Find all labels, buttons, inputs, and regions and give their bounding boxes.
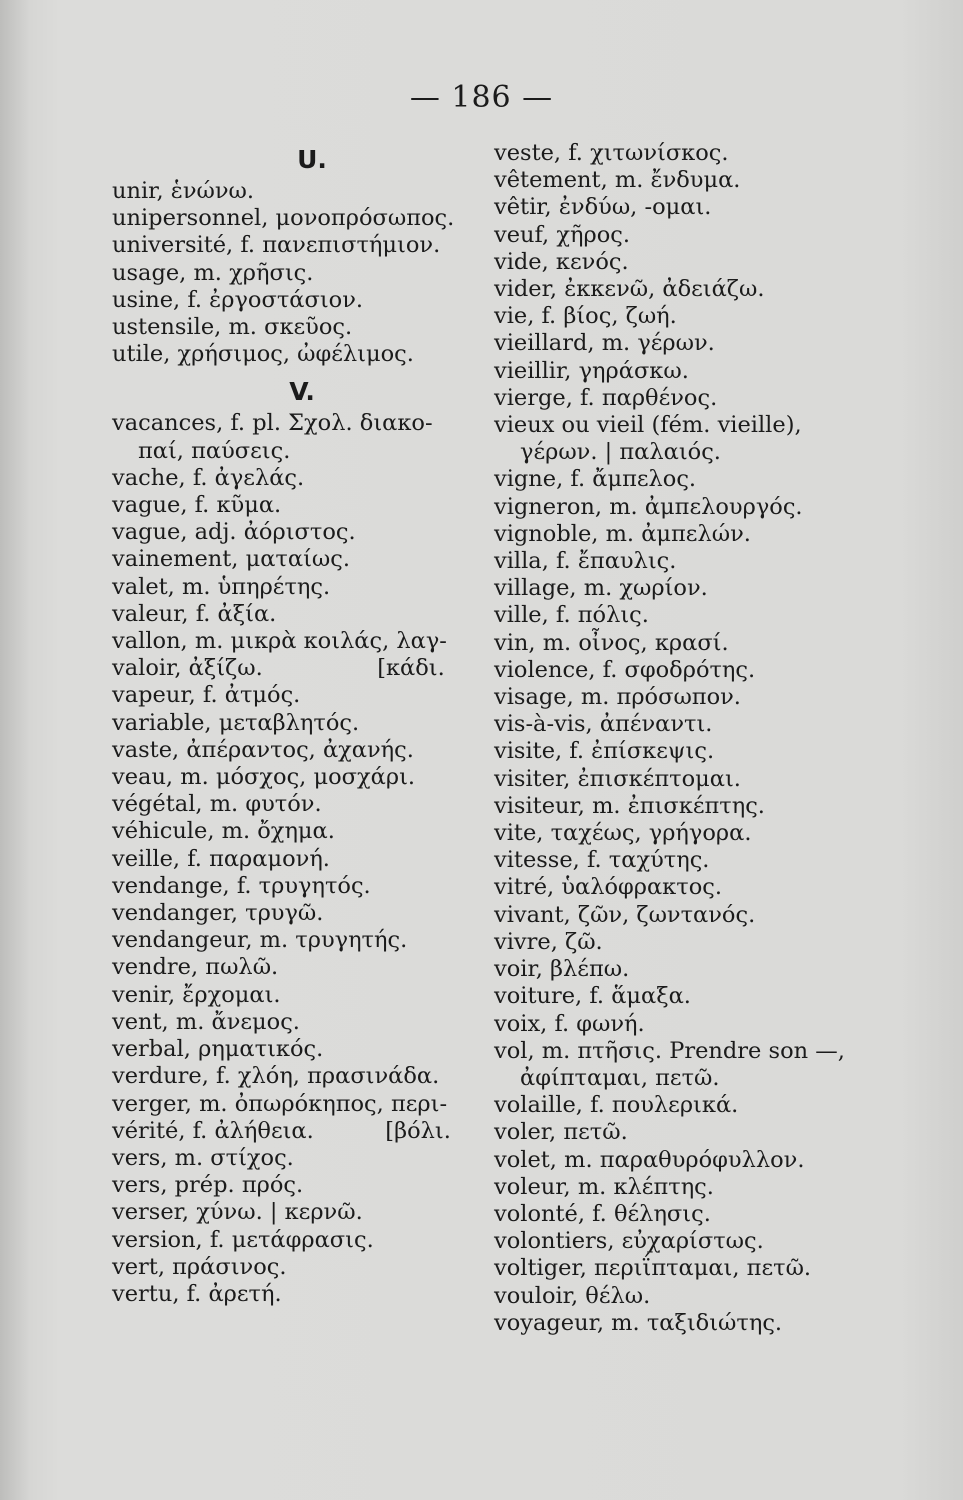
entry: vallon, m. μικρὰ κοιλάς, λαγ- xyxy=(112,628,447,655)
entry: vapeur, f. ἀτμός. xyxy=(112,682,301,709)
entry: valet, m. ὑπηρέτης. xyxy=(112,573,331,600)
entry: veuf, χῆρος. xyxy=(494,221,630,248)
entry: ville, f. πόλις. xyxy=(494,602,649,629)
entry: vainement, ματαίως. xyxy=(112,546,350,573)
section-v-entries xyxy=(112,410,482,1308)
section-letter-v: V. xyxy=(289,377,315,407)
entry: vers, prép. πρός. xyxy=(112,1172,304,1199)
entry: vigne, f. ἄμπελος. xyxy=(494,466,697,493)
page-number: — 186 — xyxy=(409,80,554,115)
entry: vert, πράσινος. xyxy=(112,1253,287,1280)
entry: vivant, ζῶν, ζωντανός. xyxy=(494,901,756,928)
entry: vague, f. κῦμα. xyxy=(112,492,282,519)
entry: vieillard, m. γέρων. xyxy=(494,330,715,357)
section-letter-u: U. xyxy=(297,145,327,174)
entry: vitesse, f. ταχύτης. xyxy=(494,847,710,874)
entry: villa, f. ἔπαυλις. xyxy=(494,548,677,575)
entry: veste, f. χιτωνίσκος. xyxy=(494,140,729,166)
entry: vite, ταχέως, γρήγορα. xyxy=(494,820,752,847)
entry: végétal, m. φυτόν. xyxy=(112,791,322,818)
entry: vigneron, m. ἀμπελουργός. xyxy=(494,493,803,520)
entry: variable, μεταβλητός. xyxy=(112,709,360,736)
entry: vertu, f. ἀρετή. xyxy=(112,1280,282,1307)
entry: utile, χρήσιμος, ὠφέλιμος. xyxy=(112,341,414,368)
entry: vie, f. βίος, ζωή. xyxy=(494,303,677,330)
entry: volet, m. παραθυρόφυλλον. xyxy=(494,1146,805,1173)
entry: vol, m. πτῆσις. Prendre son —, xyxy=(494,1037,845,1064)
entry: valoir, ἀξίζω. [κάδι. xyxy=(112,655,445,682)
entry: vacances, f. pl. Σχολ. διακο- xyxy=(112,410,433,437)
entry: université, f. πανεπιστήμιον. xyxy=(112,232,441,259)
left-column xyxy=(112,140,482,1308)
entry: valeur, f. ἀξία. xyxy=(112,600,277,627)
entry: unir, ἑνώνω. xyxy=(112,178,255,204)
entry: vache, f. ἀγελάς. xyxy=(112,464,305,491)
entry: visiteur, m. ἐπισκέπτης. xyxy=(494,792,765,819)
entry: visite, f. ἐπίσκεψις. xyxy=(494,738,715,765)
entry: vieux ou vieil (fém. vieille), xyxy=(494,412,802,439)
entry: volontiers, εὐχαρίστως. xyxy=(494,1228,764,1255)
entry: veille, f. παραμονή. xyxy=(112,845,330,872)
entry: vent, m. ἄνεμος. xyxy=(112,1008,300,1035)
entry: vider, ἐκκενῶ, ἀδειάζω. xyxy=(494,276,765,303)
entry: voler, πετῶ. xyxy=(494,1119,628,1146)
entry: violence, f. σφοδρότης. xyxy=(494,656,756,683)
entry: visage, m. πρόσωπον. xyxy=(494,684,741,711)
right-column xyxy=(494,140,894,1337)
entry: veau, m. μόσχος, μοσχάρι. xyxy=(112,764,416,791)
entry: vers, m. στίχος. xyxy=(112,1144,294,1171)
entry: verdure, f. χλόη, πρασινάδα. xyxy=(112,1063,440,1090)
entry: vide, κενός. xyxy=(494,248,629,275)
entry: voleur, m. κλέπτης. xyxy=(494,1173,714,1200)
entry: visiter, ἐπισκέπτομαι. xyxy=(494,765,741,792)
entry-continuation: γέρων. | παλαιός. xyxy=(520,439,721,466)
entry: vêtir, ἐνδύω, -ομαι. xyxy=(494,194,712,221)
entry: voix, f. φωνή. xyxy=(494,1010,645,1037)
entry: vendangeur, m. τρυγητής. xyxy=(112,927,408,954)
entry: vis-à-vis, ἀπέναντι. xyxy=(494,711,713,738)
entry: véhicule, m. ὄχημα. xyxy=(112,818,335,845)
entry: verser, χύνω. | κερνῶ. xyxy=(112,1199,363,1226)
entry: vitré, ὑαλόφρακτος. xyxy=(494,874,722,901)
entry: ustensile, m. σκεῦος. xyxy=(112,314,353,341)
entry: vendanger, τρυγῶ. xyxy=(112,900,324,927)
entry: voltiger, περιΐπταμαι, πετῶ. xyxy=(494,1255,812,1282)
entry: vignoble, m. ἀμπελών. xyxy=(494,520,751,547)
entry: voir, βλέπω. xyxy=(494,956,630,983)
entry: unipersonnel, μονοπρόσωπος. xyxy=(112,205,455,232)
entry: verger, m. ὀπωρόκηπος, περι- xyxy=(112,1090,448,1117)
entry: vieillir, γηράσκω. xyxy=(494,357,689,384)
entry: vendre, πωλῶ. xyxy=(112,954,279,981)
entry: vague, adj. ἀόριστος. xyxy=(112,519,356,546)
entry: verbal, ρηματικός. xyxy=(112,1036,324,1063)
entry: vêtement, m. ἔνδυμα. xyxy=(494,167,741,194)
entry: venir, ἔρχομαι. xyxy=(112,981,281,1008)
entry: vouloir, θέλω. xyxy=(494,1282,651,1309)
entry: vendange, f. τρυγητός. xyxy=(112,872,371,899)
entry: voiture, f. ἅμαξα. xyxy=(494,983,691,1010)
entry: vin, m. οἶνος, κρασί. xyxy=(494,629,729,656)
entry-continuation: παί, παύσεις. xyxy=(138,437,291,464)
entry: volaille, f. πουλερικά. xyxy=(494,1092,739,1119)
entry: usine, f. ἐργοστάσιον. xyxy=(112,286,364,313)
section-u-entries xyxy=(112,178,482,368)
entry: voyageur, m. ταξιδιώτης. xyxy=(494,1309,783,1336)
entry: vérité, f. ἀλήθεια. [βόλι. xyxy=(112,1117,451,1144)
entry: vierge, f. παρθένος. xyxy=(494,384,718,411)
entry: version, f. μετάφρασις. xyxy=(112,1226,374,1253)
entry: village, m. χωρίον. xyxy=(494,575,708,602)
entry-continuation: ἀφίπταμαι, πετῶ. xyxy=(520,1064,720,1091)
entry: usage, m. χρῆσις. xyxy=(112,259,314,286)
entry: vaste, ἀπέραντος, ἀχανής. xyxy=(112,736,414,763)
entry: volonté, f. θέλησις. xyxy=(494,1200,711,1227)
entry: vivre, ζῶ. xyxy=(494,928,603,955)
